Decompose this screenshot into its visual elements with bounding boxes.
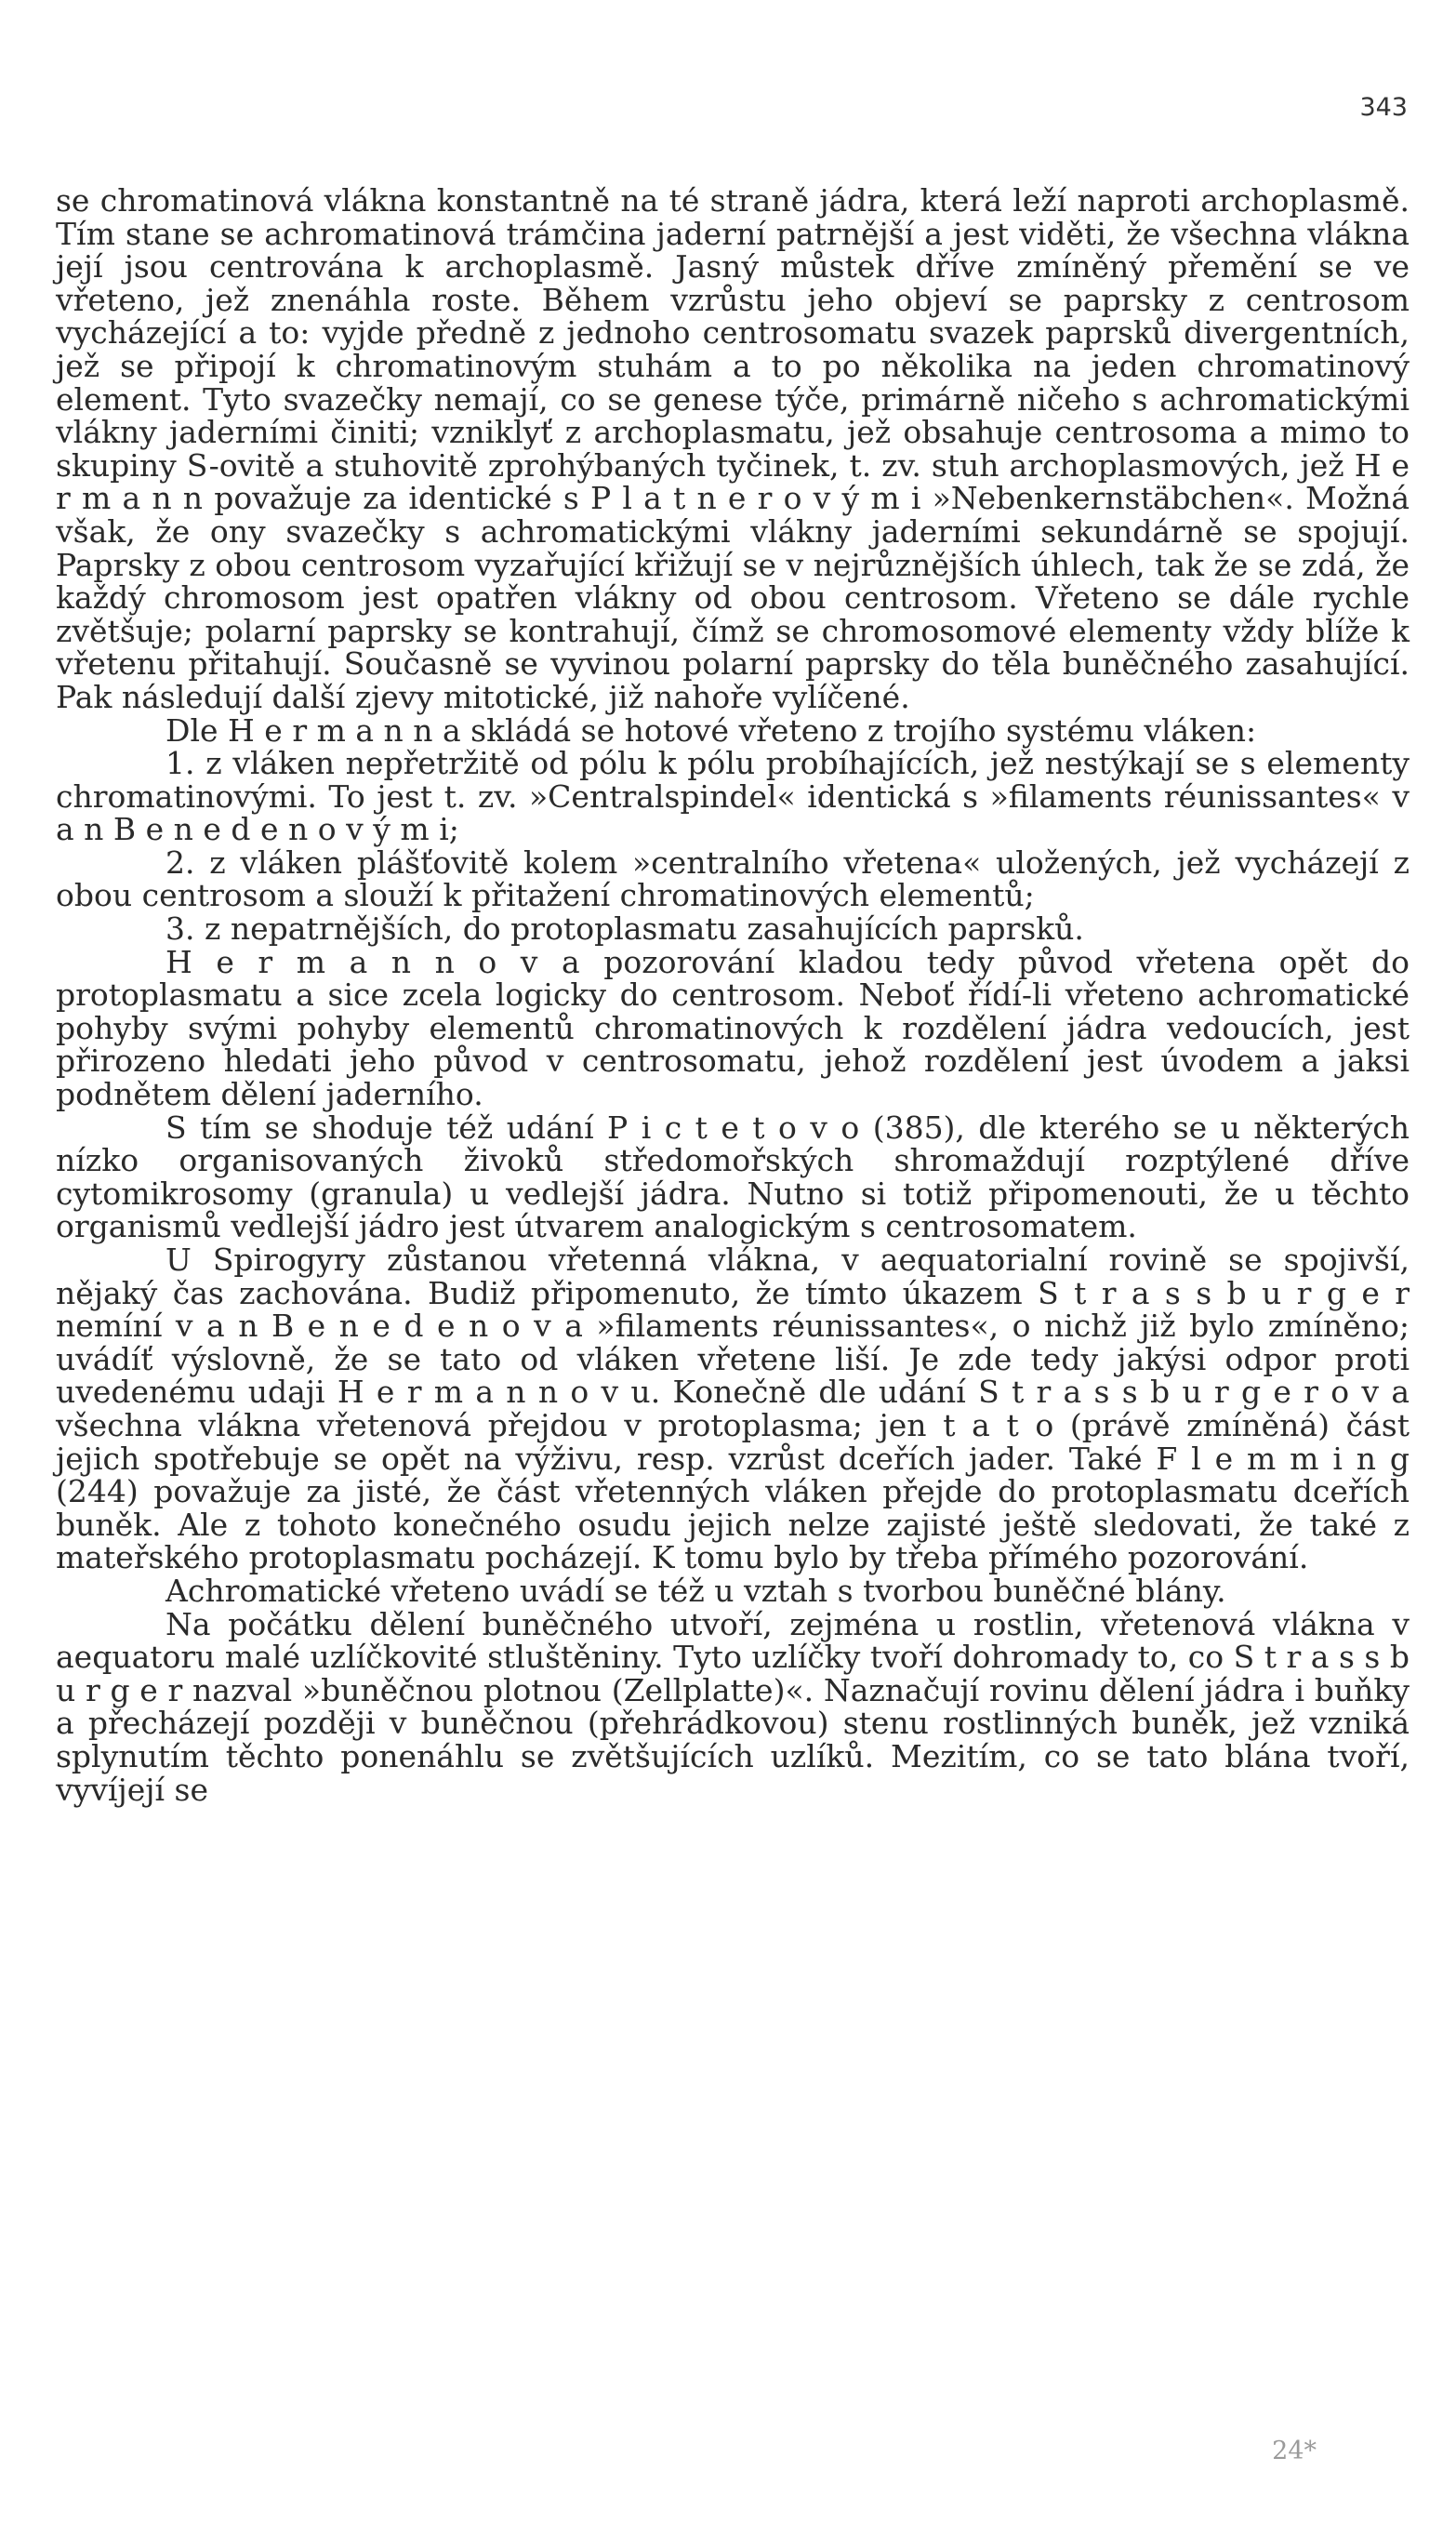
signature-mark: 24* <box>1272 2437 1317 2465</box>
paragraph: H e r m a n n o v a pozorování kladou tedy původ vřetena opět do protoplasmatu a sice zcela logicky do centrosom. Neboť řídí-li vřeteno achromatické pohyby svými pohyby elementů chromatinových k rozdělení jádra vedoucích, jest přirozeno hledati jeho původ v centrosomatu, jehož rozdělení jest úvodem a jaksi podnětem dělení jaderního. <box>56 943 1410 1113</box>
paragraph: U Spirogyry zůstanou vřetenná vlákna, v aequatorialní rovině se spojivší, nějaký čas zachována. Budiž připomenuto, že tímto úkazem S t r a s s b u r g e r nemíní v a n B e n e d e n o v a »filaments réunissantes«, o nichž již bylo zmíněno; uvádíť výslovně, že se tato od vláken vřetene liší. Je zde tedy jakýsi odpor proti uvedenému udaji H e r m a n n o v u. Konečně dle udání S t r a s s b u r g e r o v a všechna vlákna vřetenová přejdou v protoplasma; jen t a t o (právě zmíněná) část jejich spotřebuje se opět na výživu, resp. vzrůst dceřích jader. Také F l e m m i n g (244) považuje za jisté, že část vřetenných vláken přejde do protoplasmatu dceřích buněk. Ale z tohoto konečného osudu jejich nelze zajisté ještě sledovati, že také z mateřského protoplasmatu pocházejí. K tomu bylo by třeba přímého pozorování. <box>56 1242 1410 1576</box>
page-number: 343 <box>1359 93 1408 122</box>
paragraph: Dle H e r m a n n a skládá se hotové vřeteno z trojího systému vláken: <box>165 711 1257 749</box>
body-text <box>56 184 1410 1806</box>
paragraph: Na počátku dělení buněčného utvoří, zejména u rostlin, vřetenová vlákna v aequatoru malé uzlíčkovité stluštěniny. Tyto uzlíčky tvoří dohromady to, co S t r a s s b u r g e r nazval »buněčnou plotnou (Zellplatte)«. Naznačují rovinu dělení jádra i buňky a přecházejí později v buněčnou (přehrádkovou) stenu rostlinných buněk, jež vzniká splynutím těchto ponenáhlu se zvětšujících uzlíků. Mezitím, co se tato blána tvoří, vyvíjejí se <box>56 1605 1410 1808</box>
paragraph: S tím se shoduje též udání P i c t e t o v o (385), dle kterého se u některých nízko organisovaných živoků středomořských shromaždují rozptýlené dříve cytomikrosomy (granula) u vedlejší jádra. Nutno si totiž připomenouti, že u těchto organismů vedlejší jádro jest útvarem analogickým s centrosomatem. <box>56 1109 1410 1245</box>
paragraph: 2. z vláken plášťovitě kolem »centralního vřetena« uložených, jež vycházejí z obou centrosom a slouží k přitažení chromatinových elementů; <box>56 844 1410 914</box>
paragraph: 1. z vláken nepřetržitě od pólu k pólu probíhajících, jež nestýkají se s elementy chromatinovými. To jest t. zv. »Centralspindel« identická s »filaments réunissantes« v a n B e n e d e n o v ý m i; <box>56 745 1410 848</box>
paragraph: se chromatinová vlákna konstantně na té straně jádra, která leží naproti archoplasmě. Tím stane se achromatinová trámčina jaderní patrnější a jest viděti, že všechna vlákna její jsou centrována k archoplasmě. Jasný můstek dříve zmíněný přemění se ve vřeteno, jež znenáhla roste. Během vzrůstu jeho objeví se paprsky z centrosom vycházející a to: vyjde předně z jednoho centrosomatu svazek paprsků divergentních, jež se připojí k chromatinovým stuhám a to po několika na jeden chromatinový element. Tyto svazečky nemají, co se genese týče, primárně ničeho s achromatickými vlákny jaderními činiti; vzniklyť z archoplasmatu, jež obsahuje centrosoma a mimo to skupiny S-ovitě a stuhovitě zprohýbaných tyčinek, t. zv. stuh archoplasmových, jež H e r m a n n považuje za identické s P l a t n e r o v ý m i »Nebenkernstäbchen«. Možná však, že ony svazečky s achromatickými vlákny jaderními sekundárně se spojují. Paprsky z obou centrosom vyzařující křižují se v nejrůznějších úhlech, tak že se zdá, že každý chromosom jest opatřen vlákny od obou centrosom. Vřeteno se dále rychle zvětšuje; polarní paprsky se kontrahují, čímž se chromosomové elementy vždy blíže k vřetenu přitahují. Současně se vyvinou polarní paprsky do těla buněčného zasahující. Pak následují další zjevy mitotické, již nahoře vylíčené. <box>56 182 1410 715</box>
paragraph: 3. z nepatrnějších, do protoplasmatu zasahujících paprsků. <box>165 910 1084 948</box>
paragraph: Achromatické vřeteno uvádí se též u vztah s tvorbou buněčné blány. <box>165 1572 1226 1609</box>
